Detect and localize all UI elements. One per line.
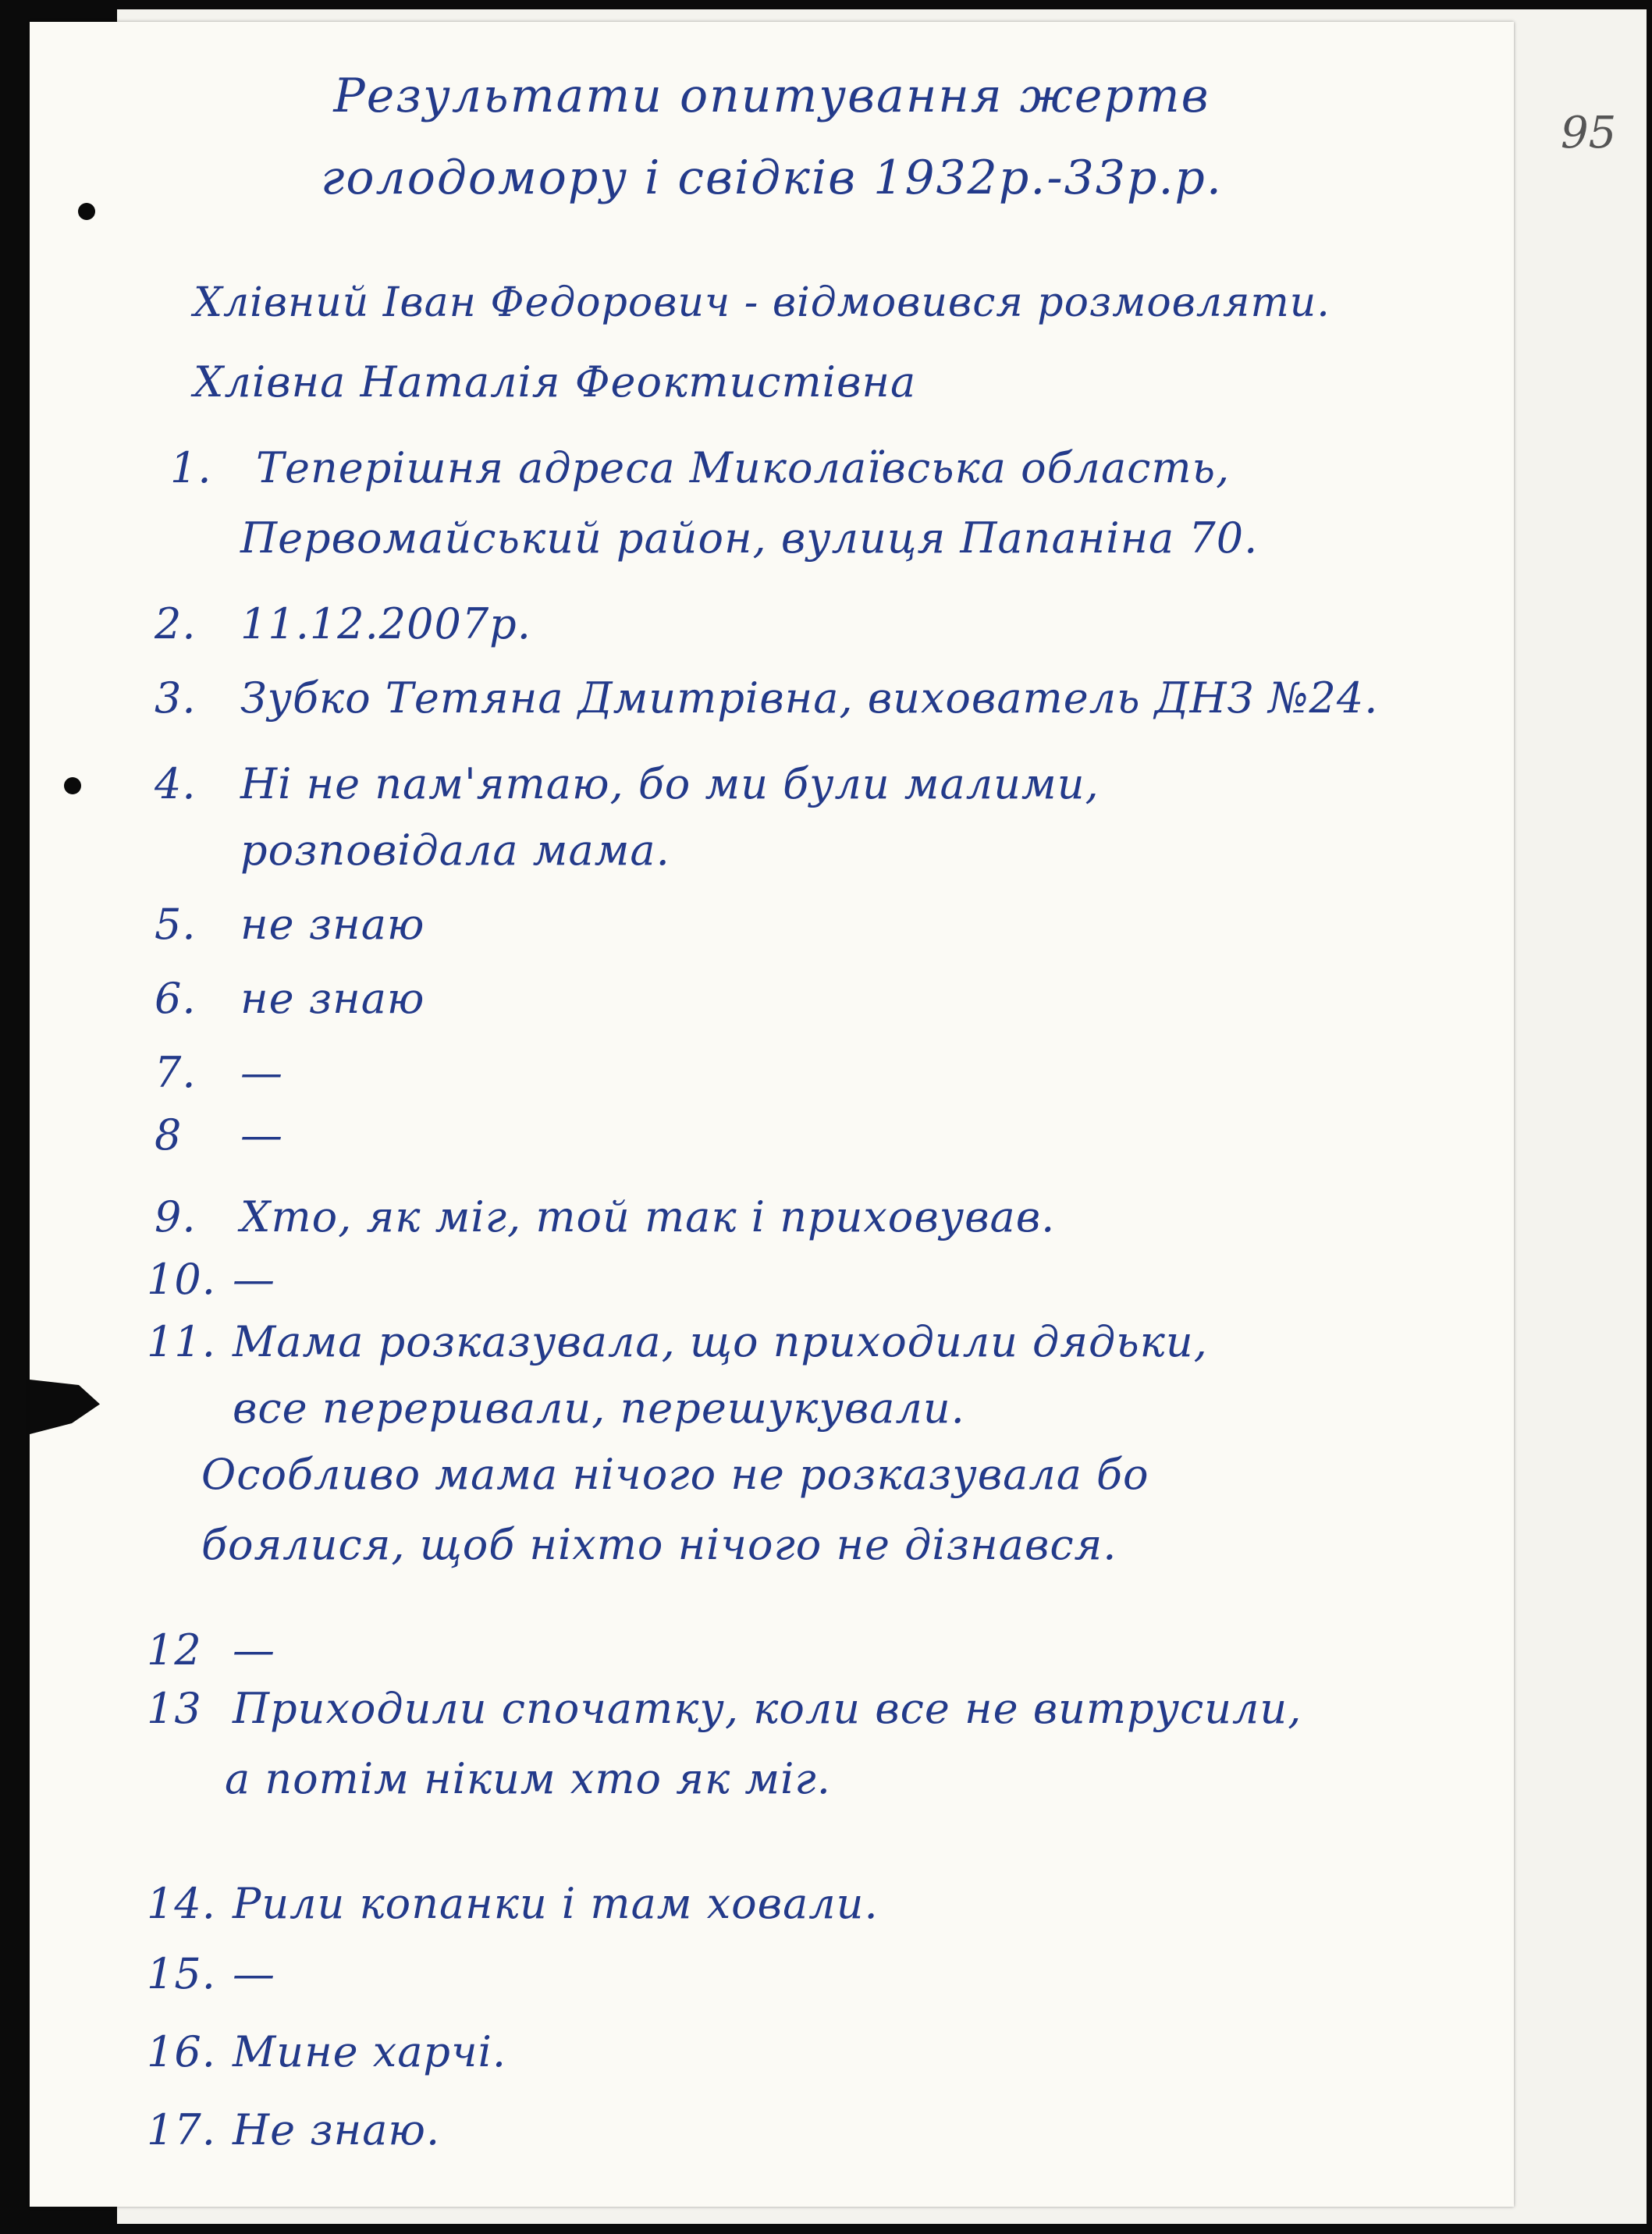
answer-text: Мине харчі. xyxy=(233,2027,507,2076)
answer-11-continuation: Особливо мама нічого не розказувала бо xyxy=(201,1450,1149,1499)
answer-number: 7. xyxy=(155,1048,197,1097)
answer-11 xyxy=(147,1317,1208,1366)
answer-13-continuation: а потім ніким хто як міг. xyxy=(225,1754,831,1803)
answer-4-continuation: розповідала мама. xyxy=(240,826,670,875)
page-number: 95 xyxy=(1561,108,1617,158)
answer-text: Мама розказувала, що приходили дядьки, xyxy=(233,1317,1208,1366)
answer-text: — xyxy=(233,1949,275,1998)
answer-text: Теперішня адреса Миколаївська область, xyxy=(256,443,1231,492)
answer-14 xyxy=(147,1879,879,1928)
answer-number: 13 xyxy=(147,1684,202,1733)
answer-1 xyxy=(170,443,1230,492)
punch-hole xyxy=(64,777,81,794)
answer-text: Не знаю. xyxy=(233,2105,441,2154)
answer-11-continuation: боялися, щоб ніхто нічого не дізнався. xyxy=(201,1520,1117,1569)
answer-text: Зубко Тетяна Дмитрівна, вихователь ДНЗ №24. xyxy=(240,673,1379,723)
answer-number: 11. xyxy=(147,1317,216,1366)
answer-text: Приходили спочатку, коли все не витрусили, xyxy=(233,1684,1302,1733)
answer-number: 8 xyxy=(155,1110,183,1160)
answer-15 xyxy=(147,1949,275,1998)
answer-9 xyxy=(155,1192,1055,1241)
paper-tear xyxy=(30,1380,100,1434)
answer-number: 3. xyxy=(155,673,197,723)
punch-hole xyxy=(78,203,95,220)
answer-number: 15. xyxy=(147,1949,216,1998)
title-line-1: Результати опитування жертв xyxy=(333,69,1210,123)
answer-text: — xyxy=(233,1625,275,1675)
title-line-2: голодомору і свідків 1932р.-33р.р. xyxy=(321,151,1223,205)
answer-17 xyxy=(147,2105,440,2154)
answer-11-continuation: все переривали, перешукували. xyxy=(233,1383,965,1433)
answer-8 xyxy=(155,1110,283,1160)
answer-text: Хто, як міг, той так і приховував. xyxy=(240,1192,1056,1241)
answer-number: 1. xyxy=(170,443,212,492)
answer-number: 4. xyxy=(155,759,197,808)
answer-text: Рили копанки і там ховали. xyxy=(233,1879,879,1928)
respondent-line-2: Хлівна Наталія Феоктистівна xyxy=(194,357,917,407)
answer-number: 12 xyxy=(147,1625,202,1675)
answer-text: 11.12.2007р. xyxy=(240,599,531,648)
answer-text: — xyxy=(233,1255,275,1304)
answer-2 xyxy=(155,599,531,648)
answer-10 xyxy=(147,1255,275,1304)
answer-text: не знаю xyxy=(240,974,425,1023)
answer-number: 16. xyxy=(147,2027,216,2076)
answer-13 xyxy=(147,1684,1302,1733)
answer-text: Ні не пам'ятаю, бо ми були малими, xyxy=(240,759,1100,808)
answer-number: 17. xyxy=(147,2105,216,2154)
respondent-line-1: Хлівний Іван Федорович - відмовився розмовляти. xyxy=(194,279,1330,326)
answer-number: 14. xyxy=(147,1879,216,1928)
answer-7 xyxy=(155,1048,283,1097)
answer-text: — xyxy=(240,1048,283,1097)
answer-1-continuation: Первомайський район, вулиця Папаніна 70. xyxy=(240,513,1259,563)
answer-text: — xyxy=(240,1110,283,1160)
answer-number: 6. xyxy=(155,974,197,1023)
answer-6 xyxy=(155,974,425,1023)
answer-4 xyxy=(155,759,1100,808)
answer-number: 2. xyxy=(155,599,197,648)
answer-16 xyxy=(147,2027,506,2076)
answer-12 xyxy=(147,1625,275,1675)
answer-number: 5. xyxy=(155,900,197,949)
answer-number: 10. xyxy=(147,1255,216,1304)
answer-text: не знаю xyxy=(240,900,425,949)
answer-number: 9. xyxy=(155,1192,197,1241)
answer-3 xyxy=(155,673,1378,723)
answer-5 xyxy=(155,900,425,949)
document-page xyxy=(30,22,1617,2207)
